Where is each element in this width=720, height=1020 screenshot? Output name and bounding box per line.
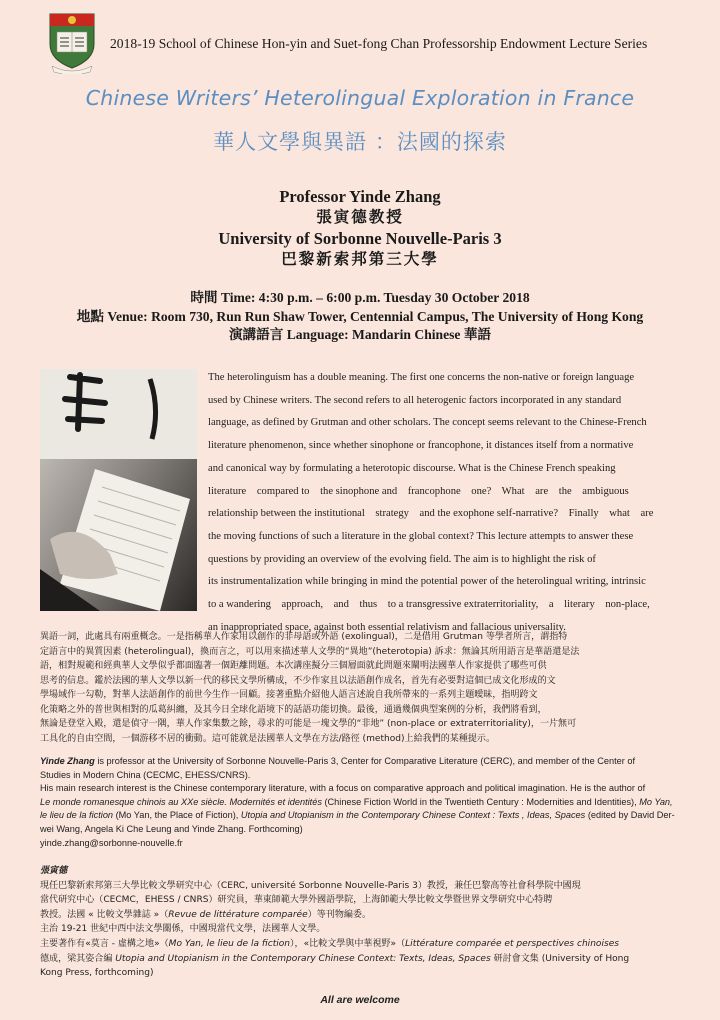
event-time: 時間 Time: 4:30 p.m. – 6:00 p.m. Tuesday 30 October 2018 <box>190 290 530 305</box>
book-title: Mo Yan, le lieu de la fiction <box>168 938 291 949</box>
book-title: Mo Yan, <box>639 796 673 807</box>
bio-line: wei Wang, Angela Ki Che Leung and Yinde Zhang. Forthcoming) <box>40 823 303 834</box>
book-title: Utopia and Utopianism in the Contemporary Chinese Context : Texts , Ideas, Spaces <box>240 810 586 821</box>
abstract-zh-line: 語，相對規範和經典華人文學似乎都面臨著一個距離問題。本次講座擬分三個層面就此問題來闡明法國華人作家提供了哪些可供 <box>40 661 547 671</box>
speaker-name-chinese: 張寅德教授 <box>316 209 404 226</box>
bio-zh-name: 張寅德 <box>40 866 68 876</box>
journal-title: Revue de littérature comparée <box>168 909 308 920</box>
hku-crest-icon <box>44 10 100 74</box>
book-title: Littérature comparée et perspectives chinoises <box>405 938 619 949</box>
abstract-line: literature compared to the sinophone and francophone one? What are the ambiguous <box>208 485 629 497</box>
book-title: le lieu de la fiction <box>40 810 114 821</box>
book-translation: (Mo Yan, the Place of Fiction), <box>113 810 241 821</box>
bio-line <box>40 809 680 823</box>
abstract-line: literature phenomenon, since whether sinophone or francophone, it distances itself from a normative <box>208 440 634 452</box>
speaker-name-english: Professor Yinde Zhang <box>279 187 441 206</box>
abstract-line: relationship between the institutional strategy and the exophone self-narrative? Finally what are <box>208 508 654 520</box>
abstract-line: language, as defined by Grutman and other scholars. The concept seems relevant to the Chinese-French <box>208 417 647 429</box>
abstract-zh-line: 學場域作一勾勒，對華人法語創作的前世今生作一回顧。接著重點介紹他人語言述說自我所帶來的一系列主題曖昧，指明跨文 <box>40 690 538 700</box>
abstract-zh-line: 異語一詞，此處具有兩重概念。一是指稱華人作家用以創作的非母語或外語 (exolingual)，二是借用 Grutman 等學者所言，謂指特 <box>40 632 568 642</box>
abstract-zh-line: 定語言中的異質因素 (heterolingual)，換而言之，可以用來描述華人文學的“異地”(heterotopia) 訴求：無論其所用語言是華語還是法 <box>40 646 580 657</box>
speaker-block <box>0 186 720 270</box>
event-language: 演講語言 Language: Mandarin Chinese 華語 <box>228 327 492 342</box>
bio-zh-text: 研討會文集 (University of Hong <box>490 953 630 964</box>
bio-zh-line: 當代研究中心（CECMC，EHESS / CNRS）研究員，華東師範大學外國語學院，上海師範大學比較文學暨世界文學研究中心特聘 <box>40 895 553 906</box>
lecture-title-chinese: 華人文學與異語 ：法國的探索 <box>213 130 507 154</box>
calligraphy-photo <box>40 369 197 611</box>
speaker-bio-chinese <box>40 864 680 981</box>
bio-zh-line: 主治 19-21 世紀中西中法文學關係，中國現當代文學，法國華人文學。 <box>40 924 326 935</box>
abstract-line: an inappropriated space, against both essential relativism and fallacious universality. <box>208 621 566 633</box>
book-title: Le monde romanesque chinois au XXe siècle. Modernités et identités <box>40 796 322 807</box>
abstract-line: questions by providing an overview of the evolving field. The aim is to highlight the risk of <box>208 553 596 565</box>
abstract-line: and canonical way by formulating a heterotopic discourse. What is the Chinese French speaking <box>208 462 616 474</box>
bio-name: Yinde Zhang <box>40 756 95 766</box>
bio-zh-line: 現任巴黎新索邦第三大學比較文學研究中心（CERC, université Sorbonne Nouvelle-Paris 3）教授，兼任巴黎高等社會科學院中國現 <box>40 880 581 891</box>
speaker-bio-english <box>40 755 680 850</box>
bio-zh-line <box>40 952 680 967</box>
abstract-zh-line: 工具化的自由空間，一個游移不居的衝動。這可能就是法國華人文學在方法/路徑 (method)上給我們的某種提示。 <box>40 733 496 744</box>
speaker-email[interactable]: yinde.zhang@sorbonne-nouvelle.fr <box>40 837 183 848</box>
event-details <box>0 289 720 345</box>
bio-zh-text: ）等刊物編委。 <box>307 909 372 920</box>
lecture-title-english: Chinese Writers’ Heterolingual Exploration in France <box>85 86 635 110</box>
bio-text: is professor at the University of Sorbonne Nouvelle-Paris 3, Center for Comparative Literature (CERC), and member of the Center of <box>94 756 636 766</box>
bio-line: Studies in Modern China (CECMC, EHESS/CNRS). <box>40 769 251 780</box>
bio-line: His main research interest is the Chinese contemporary literature, with a focus on comparative approach and political imagination. He is the author of <box>40 783 646 794</box>
abstract-line: The heterolinguism has a double meaning. The first one concerns the non-native or foreign language <box>208 372 635 383</box>
speaker-university-english: University of Sorbonne Nouvelle-Paris 3 <box>218 229 502 248</box>
book-title: Utopia and Utopianism in the Contemporary Chinese Context: Texts, Ideas, Spaces <box>115 953 491 964</box>
lecture-series-title: 2018-19 School of Chinese Hon-yin and Suet-fong Chan Professorship Endowment Lecture Series <box>110 36 648 51</box>
speaker-university-chinese: 巴黎新索邦第三大學 <box>281 251 439 268</box>
bio-zh-line: Kong Press, forthcoming) <box>40 968 154 979</box>
book-translation: (edited by David Der- <box>585 810 675 821</box>
event-venue: 地點 Venue: Room 730, Run Run Shaw Tower, Centennial Campus, The University of Hong Kong <box>76 308 644 324</box>
abstract-zh-line: 無論是登堂入殿，還是偵守一隅，華人作家集數之餘，尋求的可能是一塊文學的“非地” (non-place or extraterritoriality)，一片無可 <box>40 719 577 729</box>
bio-zh-line <box>40 908 680 923</box>
book-translation: (Chinese Fiction World in the Twentieth Century : Modernities and Identities), <box>321 796 640 807</box>
abstract-zh-line: 思考的信息。鑑於法國的華人文學以新一代的移民文學所構成，不少作家且以法語創作成名，首先有必要對這個已成文化形成的文 <box>40 675 556 686</box>
abstract-line: to a wandering approach, and thus to a transgressive extraterritoriality, a literary non-place, <box>208 599 650 611</box>
bio-line <box>40 796 680 810</box>
abstract-line: used by Chinese writers. The second refers to all heterogenic factors incorporated in any standard <box>208 394 622 406</box>
abstract-line: its instrumentalization while bringing in mind the potential power of the heterolingual writing, intrinsic <box>208 576 646 588</box>
abstract-chinese <box>40 630 680 746</box>
bio-line <box>40 755 680 769</box>
abstract-english <box>208 367 678 639</box>
bio-zh-text: 主要著作有«莫言 - 虛構之地»（ <box>40 938 169 949</box>
abstract-zh-line: 化策略之外的普世與相對的瓜葛糾纏，及其今日全球化語境下的話語功能切換。最後，通過幾個典型案例的分析，我們將看到， <box>40 704 547 715</box>
bio-zh-text: ），«比較文學與中華視野»（ <box>290 938 406 949</box>
bio-zh-line <box>40 937 680 952</box>
welcome-note: All are welcome <box>320 994 400 1006</box>
bio-zh-text: 教授。法國 « 比較文學雜誌 »（ <box>40 909 169 920</box>
bio-zh-text: 德成，梁其姿合編 <box>40 953 116 964</box>
abstract-line: the moving functions of such a literature in the global context? This lecture attempts to answer these <box>208 530 634 542</box>
